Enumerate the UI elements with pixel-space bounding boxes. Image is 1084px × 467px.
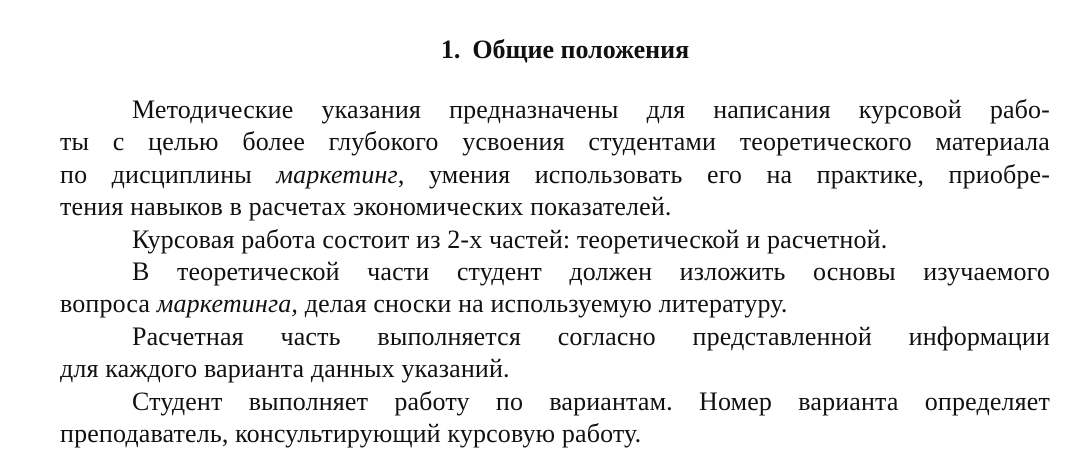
- section-heading: [60, 30, 1050, 70]
- italic-term-marketing: маркетинг: [276, 159, 398, 189]
- text-run: по дисциплины: [60, 159, 277, 189]
- text-run: Студент выполняет работу по вариантам. Номер варианта определяет: [132, 386, 1050, 416]
- text-line: [60, 94, 1050, 126]
- section-title: Общие положения: [472, 35, 690, 64]
- text-run: Методические указания предназначены для написания курсовой рабо-: [132, 95, 1050, 124]
- text-line: [60, 418, 1050, 450]
- text-run: В теоретической части студент должен изложить основы изучаемого: [132, 257, 1050, 287]
- text-run: , умения использовать его на практике, приобре-: [397, 159, 1050, 189]
- text-run: преподаватель, консультирующий курсовую работу.: [60, 419, 642, 449]
- paragraph-theory: [60, 256, 1050, 321]
- text-run: вопроса: [60, 289, 157, 319]
- paragraph-structure: [60, 224, 1050, 256]
- document-page: [60, 30, 1050, 450]
- text-line: [60, 288, 1050, 320]
- text-run: Курсовая работа состоит из 2-х частей: теоретической и расчетной.: [132, 224, 888, 254]
- text-run: Расчетная часть выполняется согласно представленной информации: [132, 321, 1050, 351]
- paragraph-purpose: [60, 94, 1050, 224]
- text-run: для каждого варианта данных указаний.: [60, 354, 510, 384]
- text-line: [60, 321, 1050, 353]
- paragraph-variants: [60, 386, 1050, 451]
- text-line: [60, 353, 1050, 385]
- italic-term-marketing: маркетинга,: [156, 289, 299, 319]
- text-line: [60, 224, 1050, 256]
- text-line: [60, 386, 1050, 418]
- text-line: [60, 159, 1050, 191]
- paragraph-calculation: [60, 321, 1050, 386]
- text-run: тения навыков в расчетах экономических показателей.: [60, 192, 672, 222]
- text-line: [60, 256, 1050, 288]
- text-line: [60, 126, 1050, 158]
- text-line: [60, 191, 1050, 223]
- text-run: делая сноски на используемую литературу.: [298, 289, 788, 319]
- text-run: ты с целью более глубокого усвоения студентами теоретического материала: [60, 127, 1050, 157]
- section-number: 1.: [440, 35, 461, 64]
